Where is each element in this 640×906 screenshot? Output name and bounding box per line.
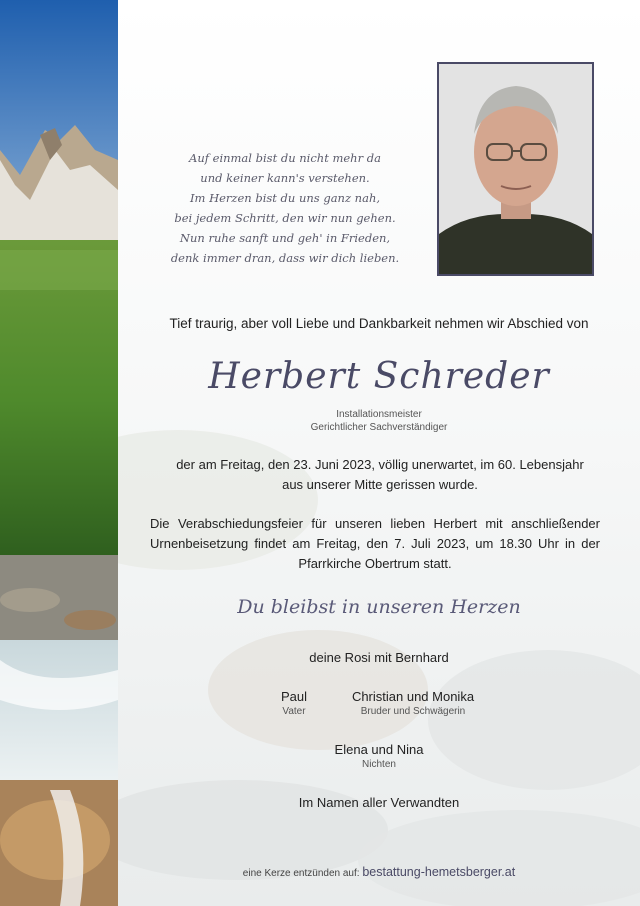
poem-line: und keiner kann's verstehen. bbox=[200, 171, 370, 185]
mourner-name: Paul bbox=[280, 689, 308, 704]
title-line: Gerichtlicher Sachverständiger bbox=[310, 422, 448, 433]
mourner-role: Bruder und Schwägerin bbox=[360, 706, 466, 717]
title-line: Installationsmeister bbox=[336, 409, 422, 420]
death-notice bbox=[140, 455, 620, 495]
poem-line: Auf einmal bist du nicht mehr da bbox=[189, 151, 381, 165]
intro-text: Tief traurig, aber voll Liebe und Dankbarkeit nehmen wir Abschied von bbox=[169, 316, 589, 331]
death-line: aus unserer Mitte gerissen wurde. bbox=[282, 477, 478, 492]
poem-line: Nun ruhe sanft und geh' in Frieden, bbox=[179, 231, 391, 245]
mourner-name: Elena und Nina bbox=[334, 742, 424, 757]
poem-line: bei jedem Schritt, den wir nun gehen. bbox=[174, 211, 396, 225]
mourner-role: Nichten bbox=[362, 759, 396, 770]
death-line: der am Freitag, den 23. Juni 2023, völlig unerwartet, im 60. Lebensjahr bbox=[176, 457, 584, 472]
portrait-image bbox=[439, 64, 592, 274]
deceased-titles bbox=[118, 408, 640, 434]
mourner-all bbox=[118, 795, 640, 810]
mourner-role: Vater bbox=[282, 706, 306, 717]
mourner-name: Christian und Monika bbox=[351, 689, 475, 704]
mourner-elena bbox=[118, 742, 640, 770]
deceased-name: Herbert Schreder bbox=[208, 356, 550, 397]
funeral-notice: Die Verabschiedungsfeier für unseren lieben Herbert mit anschließender Urnenbeisetzung findet am Freitag, den 7. Juli 2023, um 18.30 Uhr in der Pfarrkirche Obertrum statt. bbox=[150, 516, 600, 571]
footer-link[interactable]: bestattung-hemetsberger.at bbox=[362, 865, 516, 879]
poem bbox=[150, 148, 420, 268]
mourner-name: deine Rosi mit Bernhard bbox=[309, 650, 449, 665]
mourner-name: Im Namen aller Verwandten bbox=[298, 795, 460, 810]
footer-prefix: eine Kerze entzünden auf: bbox=[242, 868, 360, 879]
motto: Du bleibst in unseren Herzen bbox=[237, 596, 521, 618]
landscape-image bbox=[0, 0, 118, 906]
poem-line: denk immer dran, dass wir dich lieben. bbox=[170, 251, 400, 265]
mourner-rosi bbox=[118, 650, 640, 665]
portrait-photo bbox=[437, 62, 594, 276]
poem-line: Im Herzen bist du uns ganz nah, bbox=[189, 191, 381, 205]
mourner-christian bbox=[333, 689, 493, 717]
footer bbox=[118, 865, 640, 879]
mourner-paul bbox=[264, 689, 324, 717]
